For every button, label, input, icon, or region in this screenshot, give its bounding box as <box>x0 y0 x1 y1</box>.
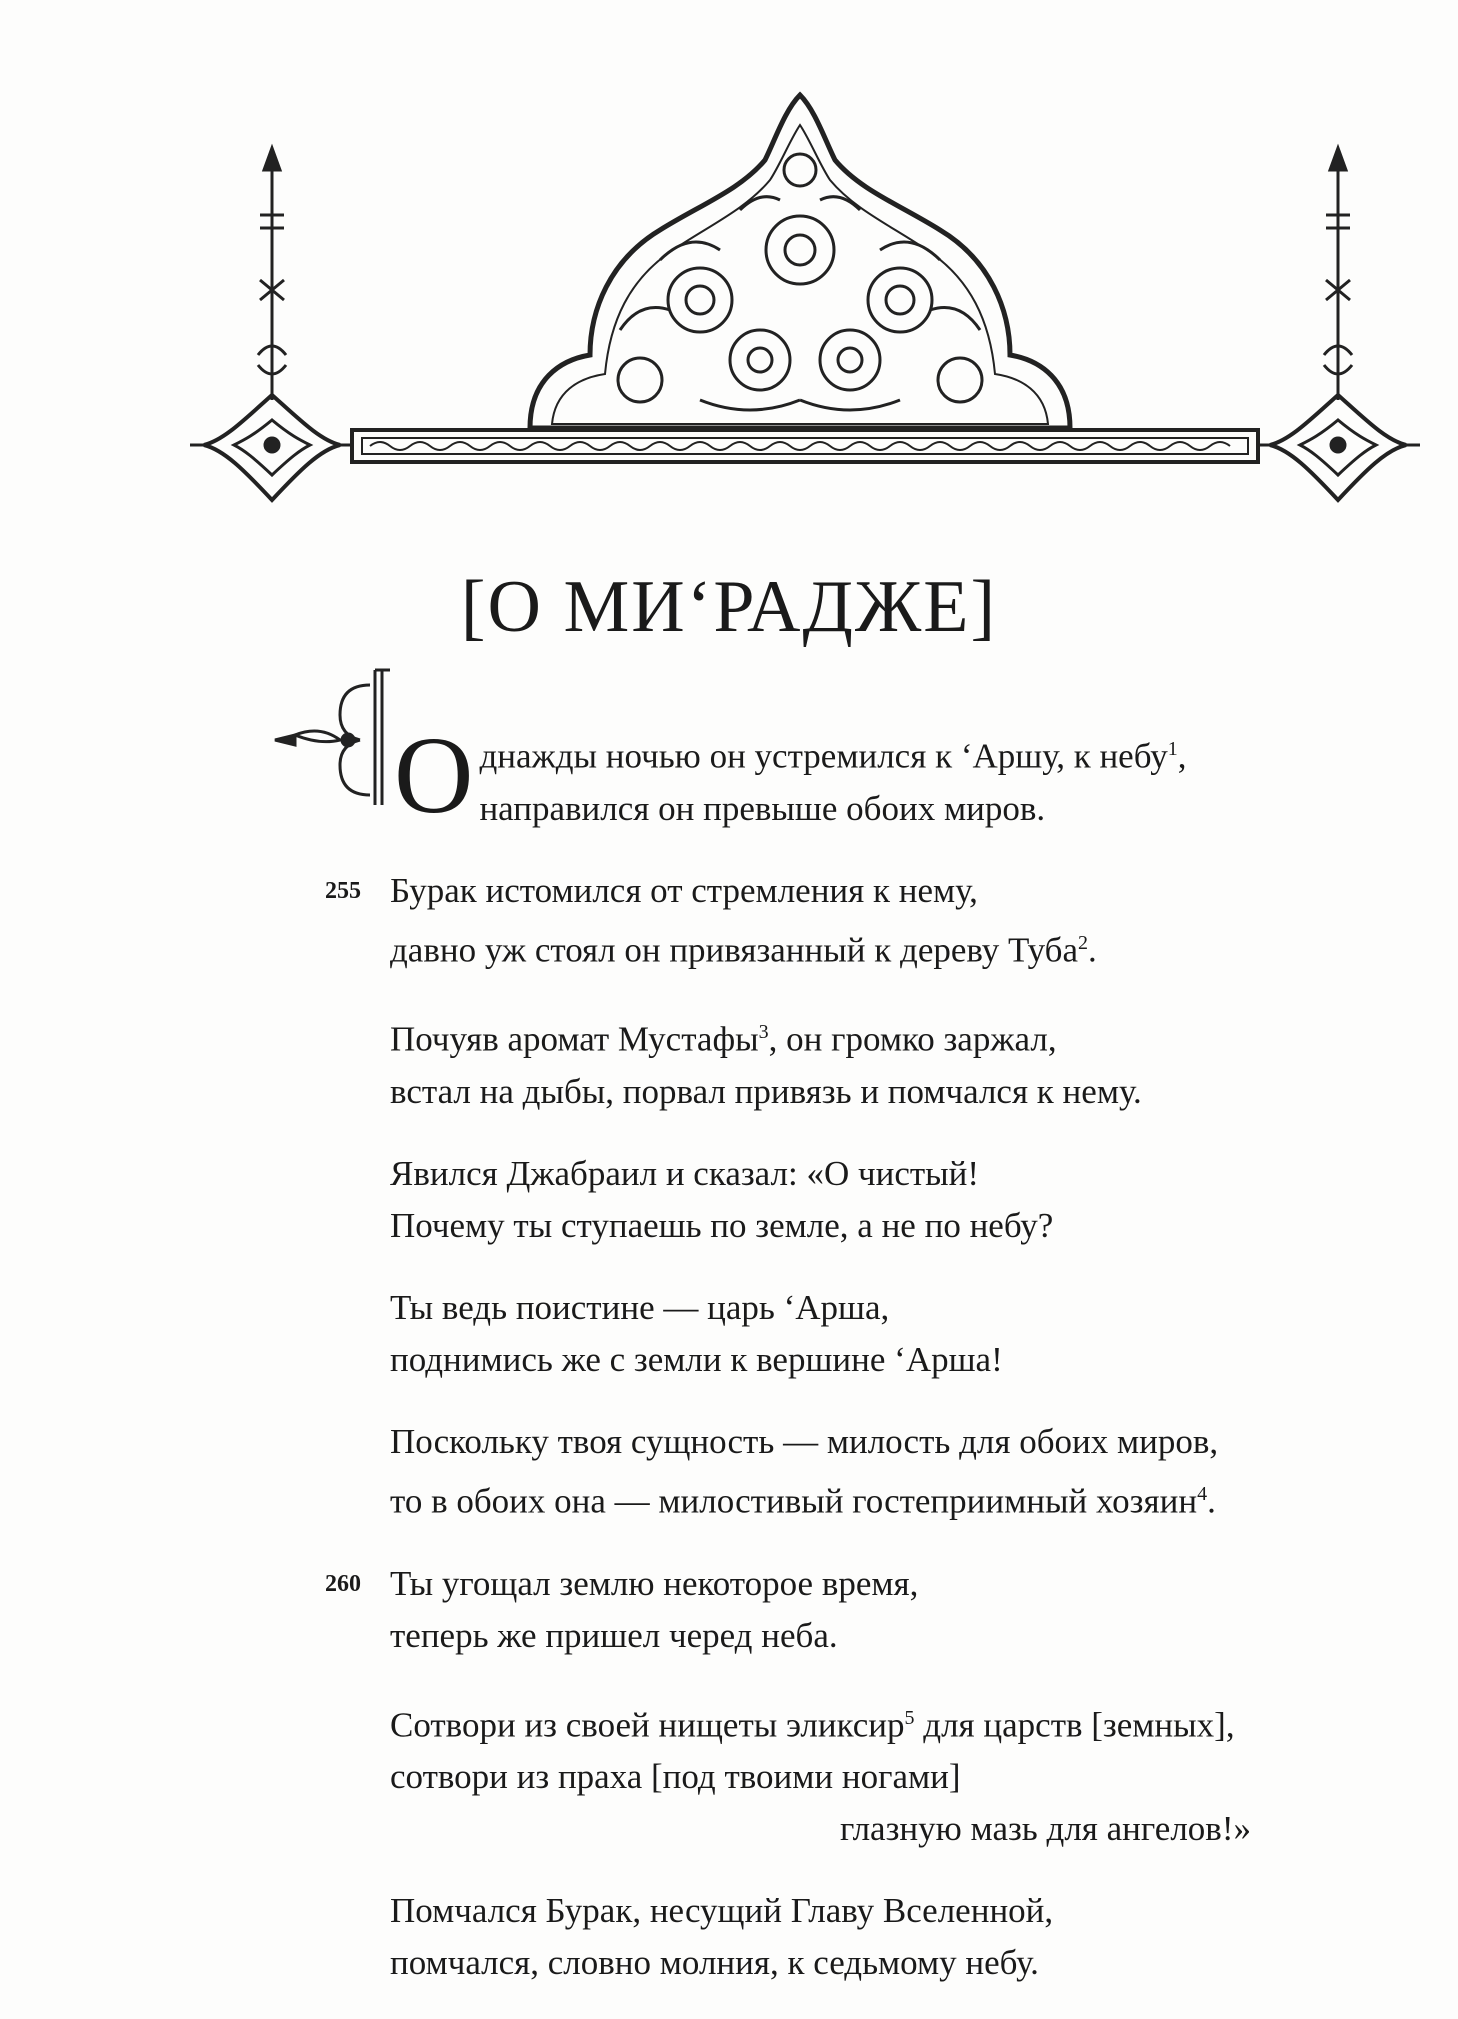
verse-line: помчался, словно молния, к седьмому небу. <box>390 1943 1039 1983</box>
stanza <box>390 705 1290 835</box>
verse-line: Помчался Бурак, несущий Главу Вселенной, <box>390 1891 1054 1931</box>
footnote-marker[interactable]: 5 <box>904 1706 915 1729</box>
chapter-title: [О МИ‘РАДЖЕ] <box>460 566 998 648</box>
footnote-marker[interactable]: 1 <box>1167 738 1178 760</box>
verse-line: Ты ведь поистине — царь ‘Арша, <box>390 1287 890 1327</box>
stanza <box>325 1558 1290 1662</box>
stanza <box>390 1416 1290 1528</box>
footnote-marker[interactable]: 2 <box>1078 931 1088 954</box>
stanza <box>390 1006 1290 1118</box>
verse-line: Явился Джабраил и сказал: «О чистый! <box>390 1153 980 1193</box>
verse-line: встал на дыбы, порвал привязь и помчался к нему. <box>390 1071 1142 1111</box>
verse-number: 255 <box>325 877 361 904</box>
verse-line: давно уж стоял он привязанный к дереву Туба$^2$. <box>390 930 1097 970</box>
verse-line: Однажды ночью он устремился к ‘Аршу, к небу$^1$, <box>394 714 1187 836</box>
verse-line: сотвори из праха [под твоими ногами] <box>390 1757 961 1797</box>
verse-line: направился он превыше обоих миров. <box>479 788 1046 828</box>
footnote-marker[interactable]: 4 <box>1197 1482 1208 1505</box>
verse-line: глазную мазь для ангелов!» <box>840 1809 1251 1849</box>
drop-cap: О <box>394 714 474 836</box>
stanza <box>390 1282 1290 1386</box>
verse-line: Поскольку твоя сущность — милость для обоих миров, <box>390 1421 1219 1461</box>
footnote-marker[interactable]: 3 <box>758 1021 769 1044</box>
verse-line: Почему ты ступаешь по земле, а не по небу? <box>390 1205 1054 1245</box>
verse-line: Ты угощал землю некоторое время, <box>390 1563 919 1603</box>
verse-line: то в обоих она — милостивый гостеприимный хозяин$^4$. <box>390 1481 1216 1521</box>
stanza <box>390 1885 1290 1989</box>
verse-line: Сотвори из своей нищеты эликсир$^5$ для царств [земных], <box>390 1705 1235 1745</box>
verse-line: Бурак истомился от стремления к нему, <box>390 870 978 910</box>
verse-line: Почуяв аромат Мустафы$^3$, он громко заржал, <box>390 1019 1057 1059</box>
verse-number: 260 <box>325 1570 361 1597</box>
dropcap-ornament <box>270 665 390 815</box>
stanza <box>390 1692 1290 1856</box>
stanza <box>325 865 1290 977</box>
header-ornament <box>0 0 1458 520</box>
verse-line: поднимись же с земли к вершине ‘Арша! <box>390 1339 1003 1379</box>
poem-body <box>325 705 1290 2019</box>
stanza <box>390 1148 1290 1252</box>
verse-line: теперь же пришел черед неба. <box>390 1615 838 1655</box>
